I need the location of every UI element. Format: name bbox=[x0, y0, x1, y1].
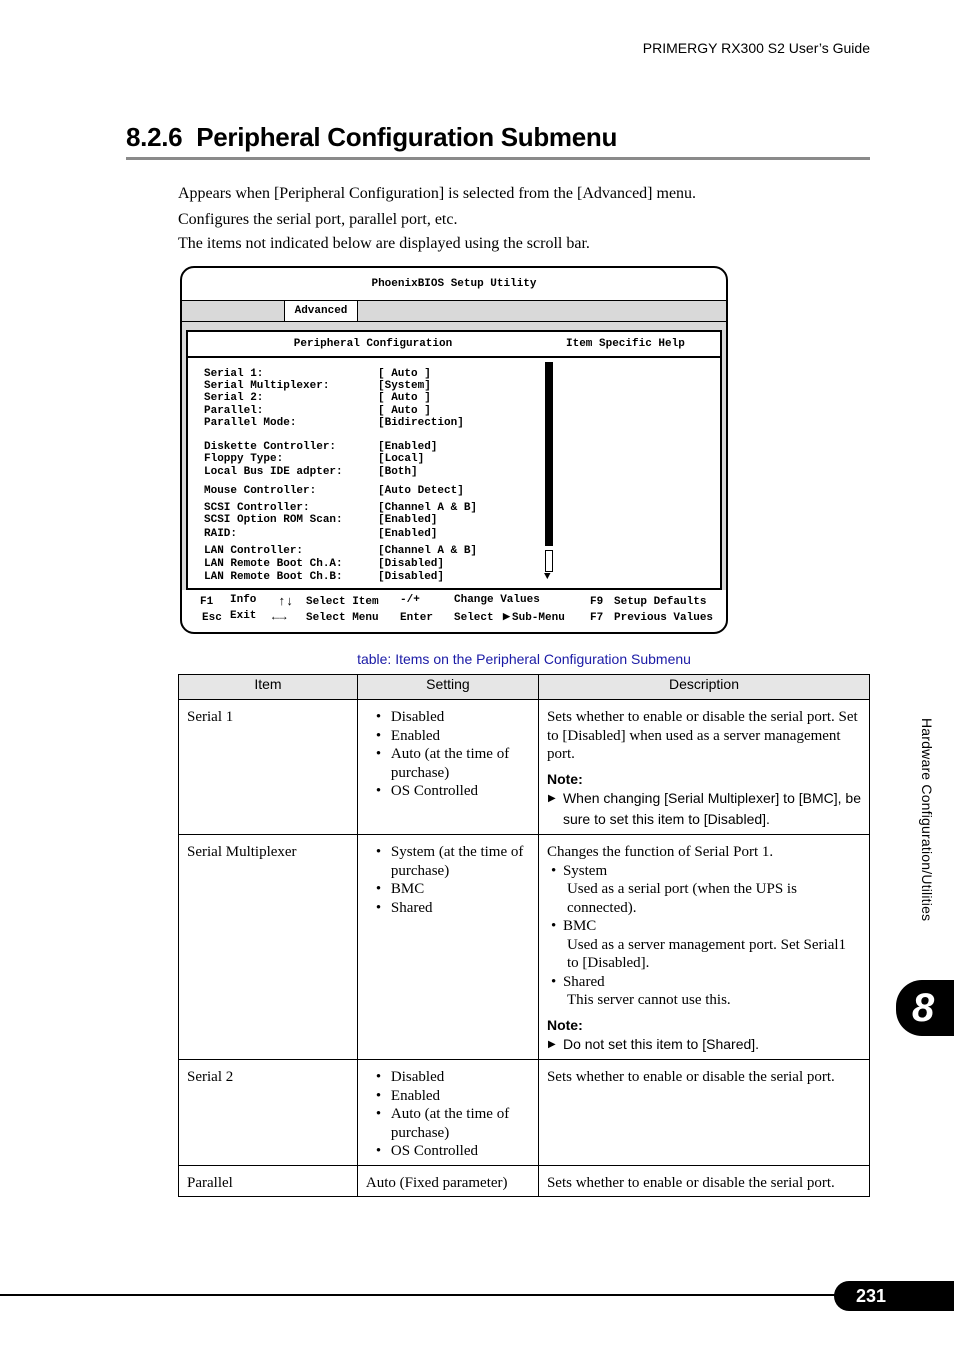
table-row bbox=[179, 700, 870, 835]
cell-description: Sets whether to enable or disable the serial port. bbox=[538, 1165, 869, 1197]
bios-scroll-track-empty bbox=[545, 550, 553, 572]
key-select-label: Select bbox=[454, 612, 494, 624]
bios-scrollbar bbox=[544, 360, 554, 584]
description-item-text: This server cannot use this. bbox=[566, 992, 731, 1008]
bios-setting-value: [ Auto ] bbox=[378, 392, 431, 404]
setting-option: • BMC bbox=[376, 880, 530, 899]
bios-setting-value: [Auto Detect] bbox=[378, 485, 464, 497]
description-item-text: Used as a server management port. Set Serial1 to [Disabled]. bbox=[566, 936, 847, 971]
description-item-text: Used as a serial port (when the UPS is connected). bbox=[566, 881, 797, 916]
cell-item: Parallel bbox=[179, 1165, 358, 1197]
setting-option: • Auto (at the time of purchase) bbox=[376, 745, 530, 782]
section-title bbox=[126, 122, 617, 153]
section-number: 8.2.6 bbox=[126, 122, 183, 152]
setting-option: • OS Controlled bbox=[376, 782, 530, 801]
bios-setting-value: [Channel A & B] bbox=[378, 502, 478, 514]
key-previous-values: Previous Values bbox=[614, 612, 714, 624]
setting-option: • Disabled bbox=[376, 1068, 530, 1087]
bios-setting-value: [Channel A & B] bbox=[378, 545, 478, 557]
bios-setting-value: [ Auto ] bbox=[378, 368, 431, 380]
description-item-name: Shared bbox=[562, 973, 605, 990]
bios-setting-value: [ Auto ] bbox=[378, 405, 431, 417]
bios-setting-label: Serial 1: bbox=[204, 368, 264, 380]
intro-line-1: Appears when [Peripheral Configuration] is selected from the [Advanced] menu. bbox=[178, 185, 697, 202]
chapter-number-tab: 8 bbox=[896, 980, 954, 1036]
key-esc: Esc bbox=[202, 612, 222, 624]
bios-setting-label: Local Bus IDE adpter: bbox=[204, 466, 343, 478]
key-enter: Enter bbox=[400, 612, 434, 624]
items-table bbox=[178, 674, 870, 1197]
note-label: Note: bbox=[546, 1016, 583, 1033]
key-select-menu: Select Menu bbox=[306, 612, 379, 624]
header-description: Description bbox=[538, 675, 869, 700]
bios-setting-label: Mouse Controller: bbox=[204, 485, 317, 497]
intro-line-3: The items not indicated below are displayed using the scroll bar. bbox=[178, 235, 590, 252]
bios-screen-figure bbox=[180, 266, 728, 634]
chapter-side-label: Hardware Configuration/Utilities bbox=[919, 718, 935, 922]
bios-title: PhoenixBIOS Setup Utility bbox=[371, 278, 537, 290]
note-text bbox=[547, 1034, 861, 1055]
bios-setting-value: [Local] bbox=[378, 453, 425, 465]
bios-key-legend bbox=[182, 592, 726, 628]
cell-item: Serial 2 bbox=[179, 1060, 358, 1166]
cell-description bbox=[538, 835, 869, 1060]
bios-help-title: Item Specific Help bbox=[558, 332, 720, 358]
cell-setting bbox=[357, 1060, 538, 1166]
submenu-arrow-icon: ▶ bbox=[503, 612, 510, 622]
bios-menubar bbox=[182, 300, 726, 322]
description-item-name: System bbox=[562, 862, 608, 879]
setting-option: • System (at the time of purchase) bbox=[376, 843, 530, 880]
bios-setting-label: SCSI Controller: bbox=[204, 502, 310, 514]
key-setup-defaults: Setup Defaults bbox=[614, 596, 707, 608]
description-item bbox=[551, 862, 861, 918]
bios-setting-value: [Both] bbox=[378, 466, 418, 478]
bios-setting-value: [System] bbox=[378, 380, 431, 392]
setting-option: • Disabled bbox=[376, 708, 530, 727]
key-f9: F9 bbox=[590, 596, 604, 608]
bios-settings-panel bbox=[186, 330, 560, 590]
note-arrow-icon: ▶ bbox=[547, 793, 556, 804]
cell-setting bbox=[357, 700, 538, 835]
description-text: Changes the function of Serial Port 1. bbox=[546, 844, 774, 860]
note-arrow-icon: ▶ bbox=[547, 1039, 556, 1050]
setting-option: • Shared bbox=[376, 899, 530, 918]
intro-line-2: Configures the serial port, parallel port, etc. bbox=[178, 211, 458, 228]
key-f7: F7 bbox=[590, 612, 604, 624]
cell-setting bbox=[357, 835, 538, 1060]
table-row bbox=[179, 835, 870, 1060]
bios-setting-value: [Enabled] bbox=[378, 514, 438, 526]
bios-setting-value: [Disabled] bbox=[378, 571, 445, 583]
setting-option: • OS Controlled bbox=[376, 1142, 530, 1161]
note-body: When changing [Serial Multiplexer] to [BMC], be sure to set this item to [Disabled]. bbox=[562, 790, 861, 827]
up-down-arrows-icon: ↑↓ bbox=[278, 594, 294, 609]
table-row bbox=[179, 1165, 870, 1197]
cell-description: Sets whether to enable or disable the serial port. bbox=[538, 1060, 869, 1166]
section-title-text: Peripheral Configuration Submenu bbox=[196, 122, 618, 152]
bios-help-panel bbox=[558, 330, 722, 590]
cell-description bbox=[538, 700, 869, 835]
bios-setting-value: [Bidirection] bbox=[378, 417, 464, 429]
page-number: 231 bbox=[834, 1281, 954, 1311]
scroll-down-arrow-icon: ▼ bbox=[544, 571, 551, 583]
bios-setting-value: [Enabled] bbox=[378, 441, 438, 453]
bios-panel-title: Peripheral Configuration bbox=[188, 332, 558, 358]
bios-setting-label: LAN Remote Boot Ch.A: bbox=[204, 558, 343, 570]
header-setting: Setting bbox=[357, 675, 538, 700]
description-item bbox=[551, 917, 861, 973]
description-item bbox=[551, 973, 861, 1010]
footer-rule bbox=[0, 1294, 954, 1296]
bios-setting-value: [Disabled] bbox=[378, 558, 445, 570]
bios-setting-label: Diskette Controller: bbox=[204, 441, 337, 453]
bios-setting-label: RAID: bbox=[204, 528, 238, 540]
bios-setting-label: LAN Controller: bbox=[204, 545, 304, 557]
key-submenu-label: Sub-Menu bbox=[512, 612, 565, 624]
table-row bbox=[179, 1060, 870, 1166]
key-change-values: Change Values bbox=[454, 594, 540, 606]
left-right-arrows-icon: ←→ bbox=[272, 610, 287, 624]
cell-item: Serial Multiplexer bbox=[179, 835, 358, 1060]
running-header: PRIMERGY RX300 S2 User’s Guide bbox=[642, 40, 870, 56]
setting-option: • Enabled bbox=[376, 1087, 530, 1106]
bios-setting-label: Serial 2: bbox=[204, 392, 264, 404]
bios-setting-label: SCSI Option ROM Scan: bbox=[204, 514, 343, 526]
bios-setting-label: Serial Multiplexer: bbox=[204, 380, 330, 392]
bios-setting-label: Floppy Type: bbox=[204, 453, 284, 465]
note-body: Do not set this item to [Shared]. bbox=[562, 1036, 760, 1052]
key-info-label: Info bbox=[230, 594, 257, 606]
bios-setting-label: Parallel: bbox=[204, 405, 264, 417]
section-rule bbox=[126, 157, 870, 160]
setting-option: • Enabled bbox=[376, 727, 530, 746]
description-text: Sets whether to enable or disable the serial port. Set to [Disabled] when used as a server management port. bbox=[546, 709, 858, 762]
table-caption: table: Items on the Peripheral Configuration Submenu bbox=[357, 651, 691, 667]
bios-tab-advanced: Advanced bbox=[284, 301, 358, 321]
bios-setting-value: [Enabled] bbox=[378, 528, 438, 540]
setting-option: • Auto (at the time of purchase) bbox=[376, 1105, 530, 1142]
bios-setting-label: LAN Remote Boot Ch.B: bbox=[204, 571, 343, 583]
bios-scroll-thumb bbox=[545, 362, 553, 546]
key-f1: F1 bbox=[200, 596, 214, 608]
table-header-row bbox=[179, 675, 870, 700]
description-item-name: BMC bbox=[562, 918, 597, 934]
cell-setting: Auto (Fixed parameter) bbox=[357, 1165, 538, 1197]
header-item: Item bbox=[179, 675, 358, 700]
key-exit-label: Exit bbox=[230, 610, 257, 622]
note-text bbox=[547, 788, 861, 830]
note-label: Note: bbox=[546, 770, 583, 787]
key-plus-minus: -/+ bbox=[400, 594, 420, 606]
key-select-item: Select Item bbox=[306, 596, 379, 608]
cell-item: Serial 1 bbox=[179, 700, 358, 835]
bios-setting-label: Parallel Mode: bbox=[204, 417, 297, 429]
